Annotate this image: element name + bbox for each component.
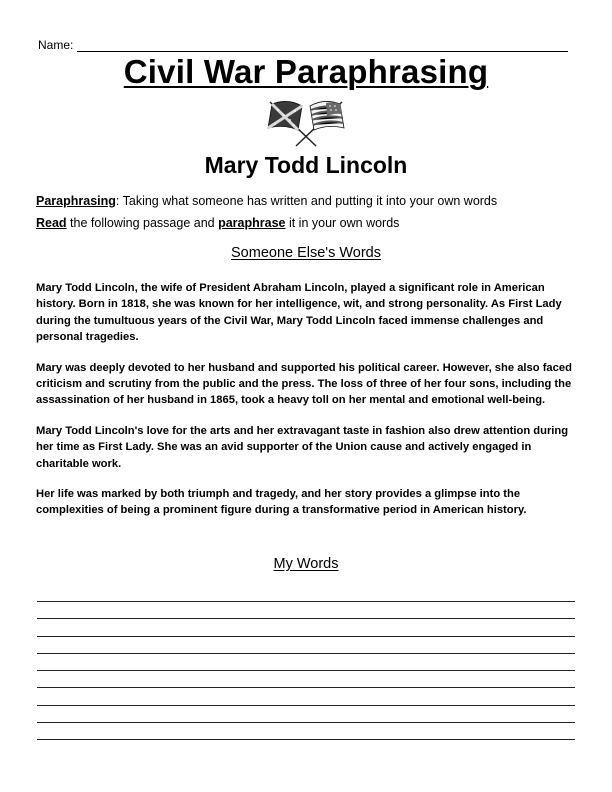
- paraphrasing-term: Paraphrasing: [36, 194, 116, 208]
- page-title: Civil War Paraphrasing: [123, 53, 489, 90]
- writing-line[interactable]: [37, 618, 575, 619]
- writing-line[interactable]: [37, 739, 575, 740]
- definition-text: Taking what someone has written and putting it into your own words: [119, 194, 498, 208]
- writing-line[interactable]: [37, 601, 575, 602]
- name-field[interactable]: [77, 39, 568, 52]
- writing-line[interactable]: [37, 670, 575, 671]
- writing-line[interactable]: [37, 653, 575, 654]
- writing-line[interactable]: [37, 705, 575, 706]
- name-label: Name:: [38, 38, 74, 52]
- instructions-line: [36, 216, 399, 230]
- my-words-heading: My Words: [273, 556, 339, 572]
- writing-line[interactable]: [37, 687, 575, 688]
- writing-area[interactable]: [37, 601, 575, 757]
- subtitle: Mary Todd Lincoln: [204, 152, 408, 178]
- passage-paragraph: Mary was deeply devoted to her husband and supported his political career. However, she also faced criticism and scrutiny from the public and the press. The loss of three of her four sons, including the assassination of her husband in 1865, took a heavy toll on her mental and emotional well-being.: [36, 361, 572, 407]
- instructions-mid: the following passage and: [66, 216, 219, 230]
- passage-paragraph: Mary Todd Lincoln, the wife of President Abraham Lincoln, played a significant role in American history. Born in 1818, she was known for her intelligence, wit, and strong personality. As First Lady during the tumultuous years of the Civil War, Mary Todd Lincoln faced immense challenges and personal tragedies.: [36, 282, 562, 344]
- passage-paragraph: Mary Todd Lincoln's love for the arts and her extravagant taste in fashion also drew attention during her time as First Lady. She was an avid supporter of the Union cause and actively engaged in charitable work.: [36, 424, 569, 470]
- term-colon: :: [115, 194, 120, 208]
- passage-paragraph: Her life was marked by both triumph and tragedy, and her story provides a glimpse into the complexities of being a prominent figure during a transformative period in American history.: [36, 488, 527, 517]
- definition-line: [36, 194, 497, 208]
- read-word: Read: [36, 216, 67, 230]
- passage: [36, 280, 581, 533]
- paraphrase-word: paraphrase: [218, 216, 286, 230]
- writing-line[interactable]: [37, 636, 575, 637]
- writing-line[interactable]: [37, 722, 575, 723]
- name-row: [38, 36, 568, 52]
- instructions-end: it in your own words: [285, 216, 400, 230]
- someone-elses-words-heading: Someone Else's Words: [231, 245, 381, 261]
- crossed-flags-icon: [258, 96, 354, 148]
